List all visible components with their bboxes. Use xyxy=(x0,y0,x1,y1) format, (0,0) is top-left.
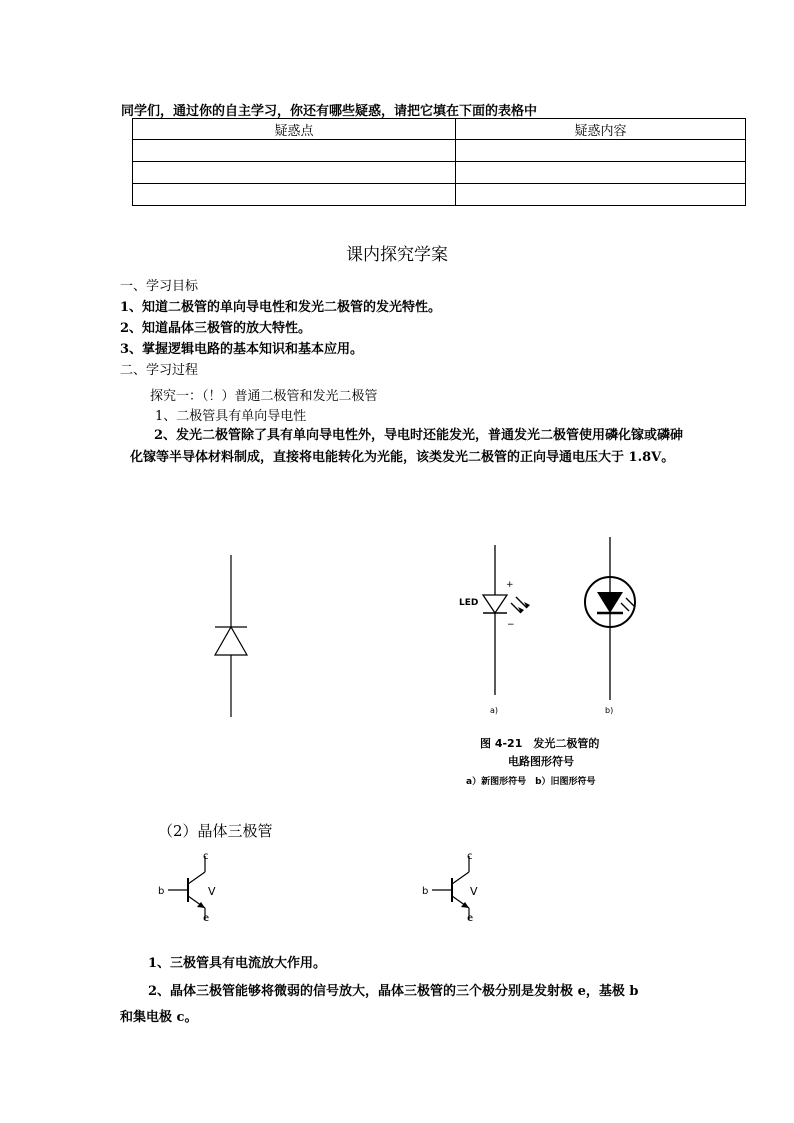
diode-symbol xyxy=(205,555,260,720)
emitter-label: e xyxy=(467,913,474,924)
transistor-v-label: V xyxy=(470,885,478,898)
objective-item: 2、知道晶体三极管的放大特性。 xyxy=(120,321,312,336)
table-header-cell: 疑惑内容 xyxy=(456,119,746,140)
transistor-point: 1、三极管具有电流放大作用。 xyxy=(148,956,327,971)
minus-sign: − xyxy=(507,620,515,630)
table-cell[interactable] xyxy=(133,140,456,162)
objectives-heading: 一、学习目标 xyxy=(120,279,199,294)
process-paragraph: 2、发光二极管除了具有单向导电性外，导电时还能发光，普通发光二极管使用磷化镓或磷砷化镓等半导体材料制成，直接将电能转化为光能，该类发光二极管的正向导通电压大于 1.8V。 xyxy=(130,428,684,465)
table-cell[interactable] xyxy=(133,162,456,184)
plus-sign: + xyxy=(506,580,514,590)
process-heading: 二、学习过程 xyxy=(120,363,199,378)
figure-label-b: b) xyxy=(605,706,614,715)
table-cell[interactable] xyxy=(456,162,746,184)
collector-label: c xyxy=(203,851,209,862)
emitter-label: e xyxy=(203,913,210,924)
transistor-symbol xyxy=(150,848,230,928)
transistor-symbol xyxy=(414,848,494,928)
transistor-point-continued: 和集电极 c。 xyxy=(120,1010,198,1025)
figure-caption-legend: a）新图形符号 b）旧图形符号 xyxy=(466,777,596,787)
led-label: LED xyxy=(459,598,479,608)
table-cell[interactable] xyxy=(456,140,746,162)
transistor-v-label: V xyxy=(208,885,216,898)
page-title: 课内探究学案 xyxy=(346,245,448,265)
base-label: b xyxy=(422,886,429,897)
figure-caption: 图 4-21 发光二极管的 xyxy=(480,737,600,750)
objective-item: 3、掌握逻辑电路的基本知识和基本应用。 xyxy=(120,342,364,357)
question-table xyxy=(132,118,746,206)
base-label: b xyxy=(158,886,165,897)
led-figure xyxy=(455,535,655,720)
table-header-cell: 疑惑点 xyxy=(133,119,456,140)
table-row xyxy=(133,140,746,162)
transistor-heading: （2）晶体三极管 xyxy=(158,822,273,840)
collector-label: c xyxy=(467,851,473,862)
objective-item: 1、知道二极管的单向导电性和发光二极管的发光特性。 xyxy=(120,300,442,315)
table-row xyxy=(133,184,746,206)
intro-text: 同学们，通过你的自主学习，你还有哪些疑惑，请把它填在下面的表格中 xyxy=(121,104,538,119)
explore-heading: 探究一：（！）普通二极管和发光二极管 xyxy=(150,389,378,404)
table-cell[interactable] xyxy=(133,184,456,206)
led-new-symbol xyxy=(459,545,530,695)
transistor-point: 2、晶体三极管能够将微弱的信号放大，晶体三极管的三个极分别是发射极 e，基极 b xyxy=(148,984,639,999)
table-row xyxy=(133,162,746,184)
figure-label-a: a) xyxy=(490,706,499,715)
figure-caption-subtitle: 电路图形符号 xyxy=(508,755,574,768)
table-header-row xyxy=(133,119,746,140)
table-cell[interactable] xyxy=(456,184,746,206)
led-old-symbol xyxy=(585,537,635,700)
process-point: 1、二极管具有单向导电性 xyxy=(155,409,307,424)
